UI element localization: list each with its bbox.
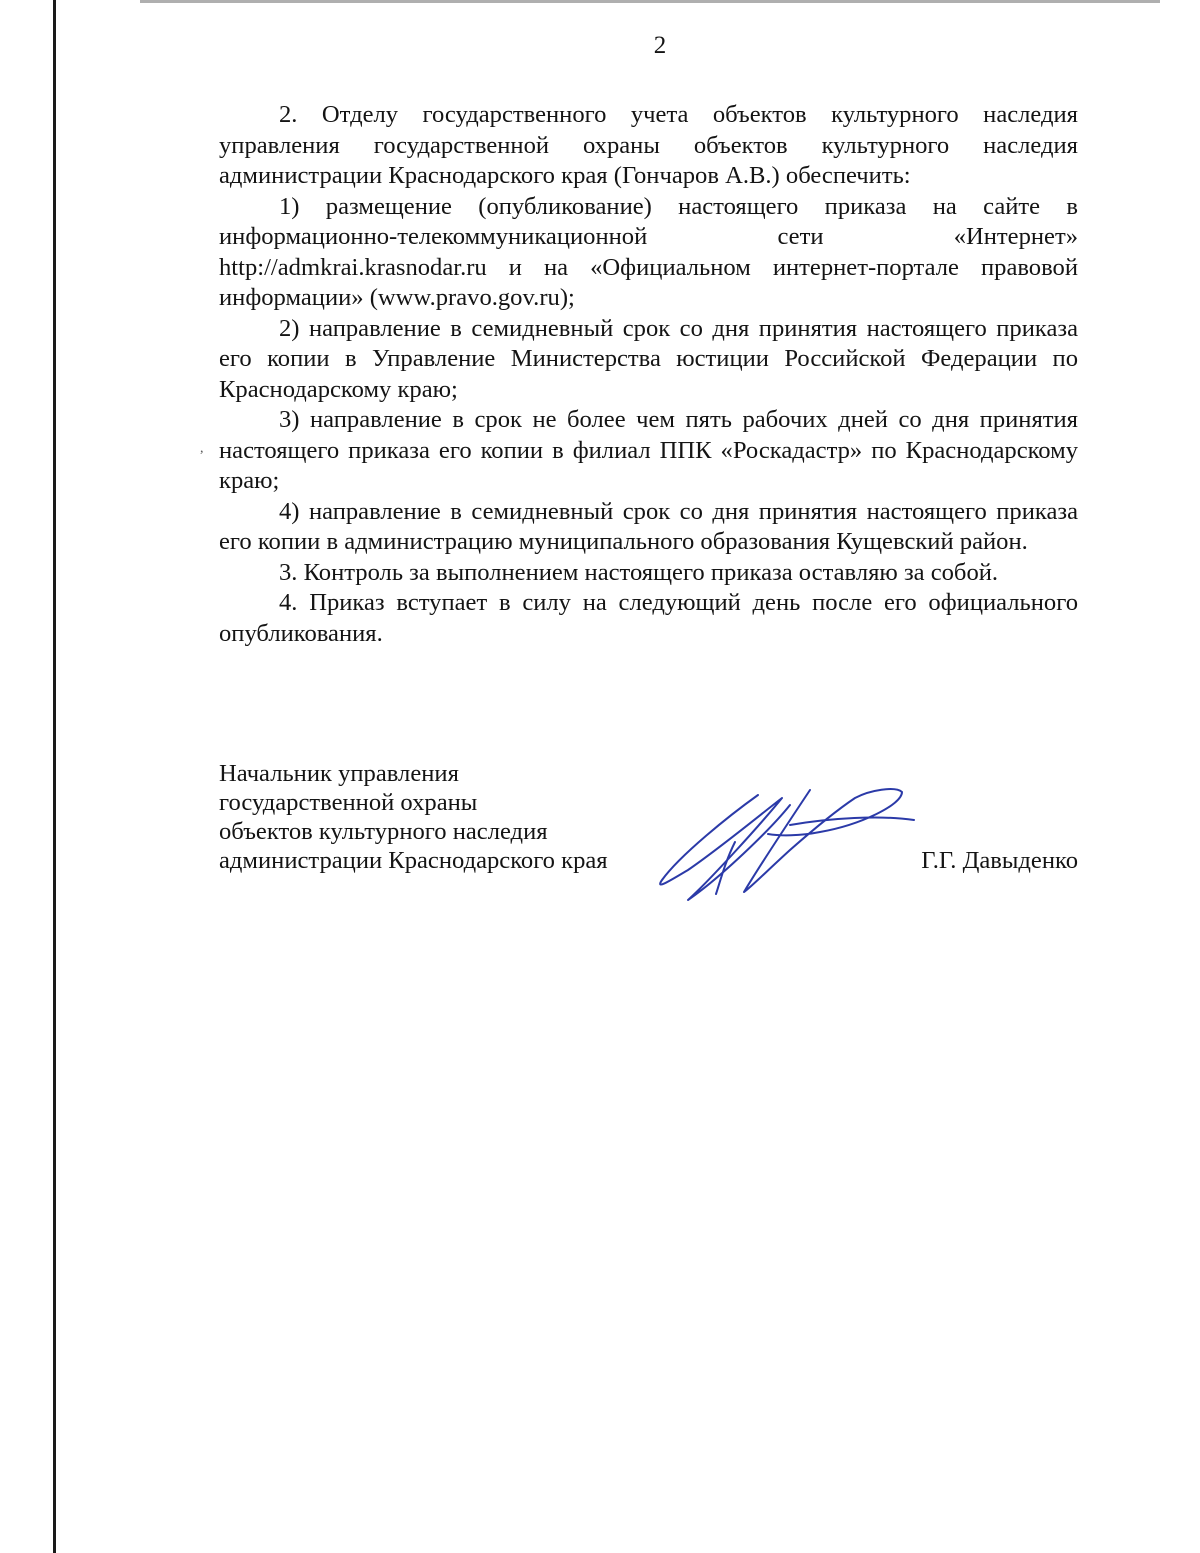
paragraph-2-1: 1) размещение (опубликование) настоящего приказа на сайте в информационно-телекоммуникационной сети «Интернет» http://admkrai.krasnodar.ru и на «Официальном интернет-портале правовой информации» (www.pravo.gov.ru); bbox=[219, 192, 1078, 311]
signatory-position bbox=[219, 759, 608, 875]
scan-left-border bbox=[53, 0, 56, 1553]
position-line: Начальник управления bbox=[219, 760, 459, 787]
scan-top-edge bbox=[140, 0, 1160, 3]
scan-speck: , bbox=[200, 441, 204, 456]
page-number: 2 bbox=[653, 32, 667, 59]
signer-name: Г.Г. Давыденко bbox=[921, 847, 1078, 874]
position-line: объектов культурного наследия bbox=[219, 818, 548, 845]
handwritten-signature bbox=[640, 770, 920, 910]
paragraph-2-2: 2) направление в семидневный срок со дня принятия настоящего приказа его копии в Управление Министерства юстиции Российской Федерации по Краснодарскому краю; bbox=[219, 314, 1078, 403]
position-line: государственной охраны bbox=[219, 789, 478, 816]
position-line: администрации Краснодарского края bbox=[219, 847, 608, 874]
paragraph-2: 2. Отделу государственного учета объектов культурного наследия управления государственной охраны объектов культурного наследия администрации Краснодарского края (Гончаров А.В.) обеспечить: bbox=[219, 101, 1078, 189]
document-body bbox=[219, 100, 1078, 649]
paragraph-3: 3. Контроль за выполнением настоящего приказа оставляю за собой. bbox=[279, 558, 999, 586]
paragraph-2-3: 3) направление в срок не более чем пять рабочих дней со дня принятия настоящего приказа его копии в филиал ППК «Роскадастр» по Краснодарскому краю; bbox=[219, 406, 1078, 494]
paragraph-2-4: 4) направление в семидневный срок со дня принятия настоящего приказа его копии в администрацию муниципального образования Кущевский район. bbox=[219, 497, 1078, 555]
paragraph-4: 4. Приказ вступает в силу на следующий день после его официального опубликования. bbox=[219, 589, 1078, 647]
